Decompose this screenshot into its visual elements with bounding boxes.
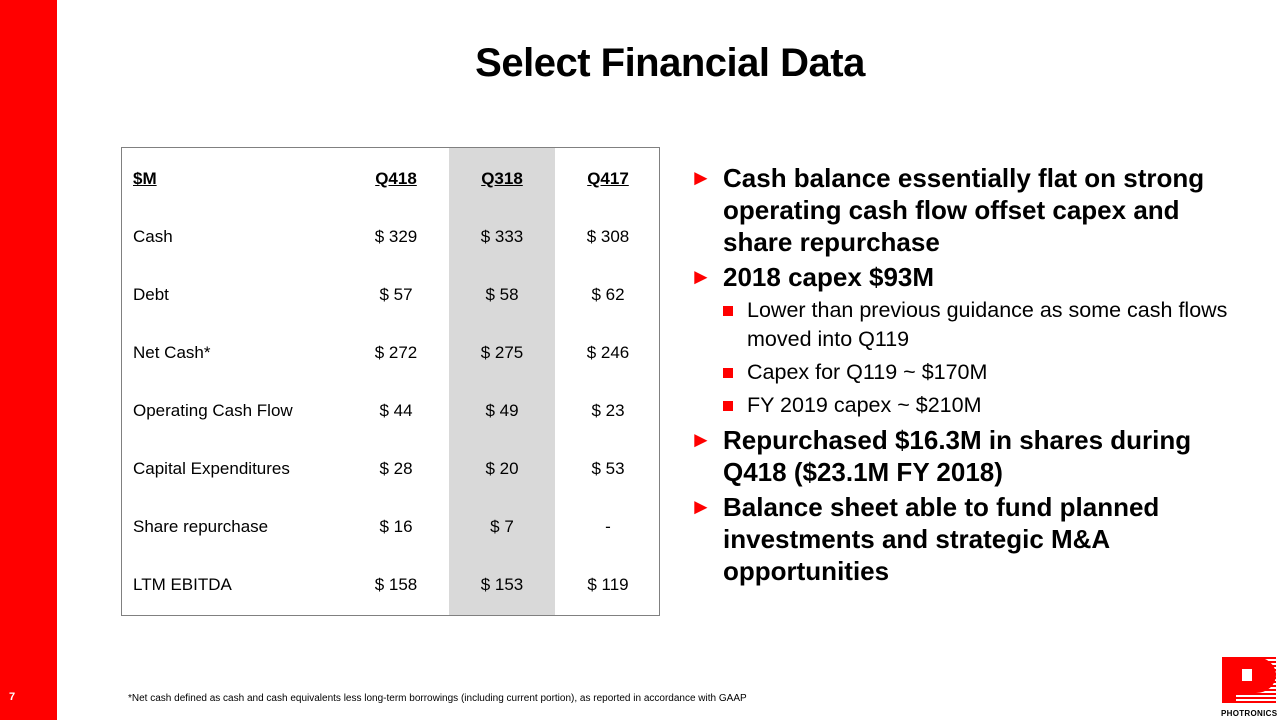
arrow-bullet-icon: ► [690, 494, 712, 519]
cell-q418: $ 44 [379, 401, 413, 420]
square-bullet-icon [723, 306, 733, 316]
header-q418: Q418 [375, 169, 417, 188]
side-accent-bar [0, 0, 57, 720]
cell-q417: $ 53 [591, 459, 625, 478]
logo-text: PHOTRONICS [1221, 709, 1278, 718]
sub-bullet-text: Lower than previous guidance as some cash flows moved into Q119 [747, 298, 1228, 351]
cell-q418: $ 329 [374, 227, 418, 246]
square-bullet-icon [723, 368, 733, 378]
arrow-bullet-icon: ► [690, 264, 712, 289]
arrow-bullet-icon: ► [690, 165, 712, 190]
cell-q417: $ 308 [586, 227, 630, 246]
arrow-bullet-icon: ► [690, 427, 712, 452]
table-row [122, 324, 659, 382]
cell-q418: $ 158 [374, 575, 418, 594]
sub-bullet-text: FY 2019 capex ~ $210M [747, 393, 982, 417]
row-label: Capital Expenditures [133, 459, 290, 478]
bullet-item [690, 491, 1230, 587]
cell-q417: - [605, 517, 611, 536]
cell-q318: $ 49 [485, 401, 519, 420]
page-title: Select Financial Data [475, 41, 865, 85]
cell-q418: $ 28 [379, 459, 413, 478]
footnote: *Net cash defined as cash and cash equivalents less long-term borrowings (including current portion), as reported in accordance with GAAP [128, 693, 747, 704]
row-label: Share repurchase [133, 517, 269, 536]
header-q318: Q318 [481, 169, 523, 188]
table-row [122, 556, 659, 614]
table-header-row [122, 150, 659, 208]
cell-q318: $ 58 [485, 285, 519, 304]
row-label: Debt [133, 285, 169, 304]
cell-q417: $ 119 [587, 575, 629, 594]
cell-q418: $ 272 [374, 343, 418, 362]
row-label: Cash [133, 227, 173, 246]
row-label: Operating Cash Flow [133, 401, 293, 420]
row-label: Net Cash* [133, 343, 211, 362]
photronics-logo-icon [1220, 655, 1278, 717]
bullet-text: Cash balance essentially flat on strong operating cash flow offset capex and share repurchase [723, 163, 1205, 257]
square-bullet-icon [723, 401, 733, 411]
bullet-item [690, 162, 1230, 258]
cell-q418: $ 57 [379, 285, 413, 304]
header-q417: Q417 [587, 169, 629, 188]
bullet-text: 2018 capex $93M [723, 262, 935, 292]
sub-bullet-item [690, 296, 1230, 354]
header-label: $M [133, 169, 157, 188]
financial-table [121, 147, 660, 616]
sub-bullet-item [690, 358, 1230, 387]
cell-q417: $ 23 [591, 401, 625, 420]
cell-q318: $ 20 [485, 459, 519, 478]
row-label: LTM EBITDA [133, 575, 232, 594]
bullet-text: Balance sheet able to fund planned investments and strategic M&A opportunities [723, 492, 1160, 586]
cell-q418: $ 16 [379, 517, 413, 536]
cell-q417: $ 246 [586, 343, 630, 362]
bullet-text: Repurchased $16.3M in shares during Q418 ($23.1M FY 2018) [723, 425, 1192, 487]
cell-q318: $ 275 [480, 343, 524, 362]
sub-bullet-item [690, 391, 1230, 420]
table-row [122, 208, 659, 266]
cell-q318: $ 7 [490, 517, 514, 536]
table-row [122, 382, 659, 440]
cell-q318: $ 153 [480, 575, 524, 594]
bullet-list [690, 162, 1230, 590]
bullet-item [690, 261, 1230, 293]
sub-bullet-text: Capex for Q119 ~ $170M [747, 360, 988, 384]
table-row [122, 266, 659, 324]
table-row [122, 498, 659, 556]
cell-q417: $ 62 [591, 285, 625, 304]
table-row [122, 440, 659, 498]
page-number: 7 [9, 691, 16, 703]
cell-q318: $ 333 [480, 227, 524, 246]
bullet-item [690, 424, 1230, 488]
